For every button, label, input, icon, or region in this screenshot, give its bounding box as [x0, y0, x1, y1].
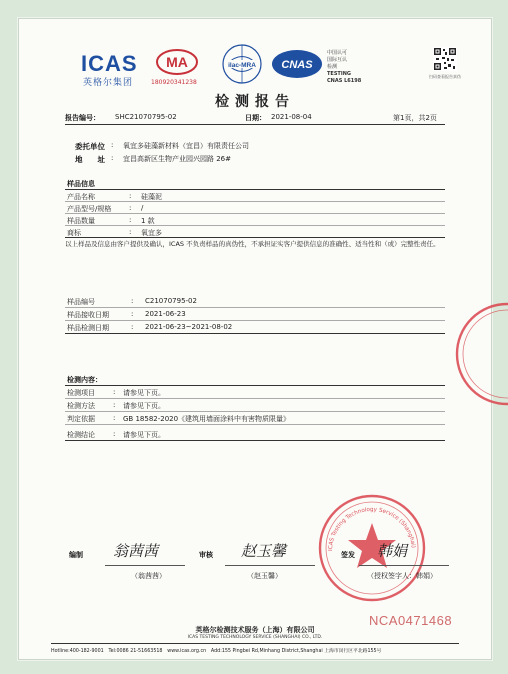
report-date-value: 2021-08-04	[271, 113, 312, 121]
approved-by-name: （授权签字人：韩娟）	[367, 572, 437, 580]
test-row-label: 检测结论	[67, 431, 95, 439]
address-value: 宜昌高新区生物产业园兴园路 26#	[123, 155, 231, 163]
test-row-label: 检测方法	[67, 402, 95, 410]
test-row-colon: :	[113, 414, 116, 422]
test-row-label: 检测项目	[67, 389, 95, 397]
footer-company-cn: 英格尔检测技术服务（上海）有限公司	[195, 626, 315, 634]
approved-signature: 韩娟	[377, 542, 408, 560]
client-value: 氧宜多硅藻新材料（宜昌）有限责任公司	[123, 142, 249, 150]
divider	[65, 440, 445, 441]
sample-info-value: 硅藻泥	[141, 193, 162, 201]
cma-logo	[155, 48, 199, 76]
prepared-by-name: （翁茜茜）	[131, 572, 166, 580]
disclaimer-text: 以上样品及信息由客户提供及确认，ICAS 不负责样品的真伪性，不承担证实客户提供信息的准确性、适当性和（或）完整性责任。	[65, 240, 440, 248]
icas-logo-subtitle: 英格尔集团	[83, 78, 134, 88]
sample-info-value: 氧宜多	[141, 229, 162, 237]
divider	[65, 320, 445, 321]
test-row-label: 判定依据	[67, 415, 95, 423]
divider	[65, 201, 445, 202]
sample-info-label: 商标	[67, 229, 81, 237]
document-serial-number: NCA0471468	[369, 613, 453, 628]
svg-text:CNAS: CNAS	[281, 59, 313, 71]
sample-date-colon: :	[131, 310, 134, 318]
sample-info-colon: :	[129, 228, 132, 236]
signature-line	[225, 565, 315, 566]
approved-by-label: 签发	[341, 551, 355, 559]
sample-date-label: 样品接收日期	[67, 311, 109, 319]
reviewed-by-label: 审核	[199, 551, 213, 559]
sample-info-label: 样品数量	[67, 217, 95, 225]
cnas-accreditation-text: 中国认可 国际互认 检测 TESTING CNAS L6198	[327, 50, 362, 84]
report-page	[18, 18, 492, 660]
sample-info-value: /	[141, 204, 144, 212]
footer-company-en: ICAS TESTING TECHNOLOGY SERVICE (SHANGHAI) CO., LTD.	[187, 635, 323, 640]
svg-text:MA: MA	[166, 54, 188, 70]
signature-line	[105, 565, 185, 566]
reviewed-signature: 赵玉馨	[241, 542, 287, 560]
test-row-colon: :	[113, 388, 116, 396]
company-seal	[317, 493, 427, 603]
divider	[65, 411, 445, 412]
divider	[65, 189, 445, 190]
prepared-signature: 翁茜茜	[113, 542, 159, 560]
divider	[65, 333, 445, 334]
sample-date-colon: :	[131, 297, 134, 305]
sample-date-colon: :	[131, 323, 134, 331]
divider	[65, 237, 445, 238]
client-label: 委托单位	[75, 142, 105, 151]
qr-code-icon[interactable]	[433, 47, 457, 71]
footer-divider	[51, 643, 459, 644]
divider	[65, 213, 445, 214]
sample-date-label: 样品检测日期	[67, 324, 109, 332]
sample-info-label: 产品型号/规格	[67, 205, 112, 213]
address-label: 地 址	[75, 155, 105, 164]
signature-line	[359, 565, 449, 566]
svg-text:ICAS Testing Technology Servic: ICAS Testing Technology Service (Shanghai)	[327, 506, 416, 552]
report-number-value: SHC21070795-02	[115, 113, 177, 121]
icas-logo: ICAS	[81, 51, 138, 76]
sample-info-colon: :	[129, 216, 132, 224]
sample-info-label: 产品名称	[67, 193, 95, 201]
prepared-by-label: 编制	[69, 551, 83, 559]
divider	[65, 124, 445, 125]
cnas-logo	[271, 49, 323, 79]
address-colon: :	[111, 154, 114, 162]
divider	[65, 424, 445, 425]
sample-date-label: 样品编号	[67, 298, 95, 306]
ilac-mra-logo	[221, 43, 263, 85]
footer-contacts: Hotline:400-182-9001 Tel:0086 21-51663518 www.icas.org.cn Add:155 Pingbei Rd,Minhang District,Shanghai 上海市闵行区平北路155号	[51, 649, 382, 654]
company-seal-right-edge	[451, 299, 508, 409]
test-row-value: 请参见下页。	[123, 431, 165, 439]
sample-info-heading: 样品信息	[67, 180, 95, 188]
test-row-colon: :	[113, 430, 116, 438]
client-colon: :	[111, 141, 114, 149]
divider	[65, 398, 445, 399]
page-indicator: 第1页，共2页	[393, 114, 437, 122]
divider	[65, 385, 445, 386]
test-content-heading: 检测内容：	[67, 376, 102, 384]
svg-text:ilac-MRA: ilac-MRA	[228, 62, 256, 69]
sample-info-colon: :	[129, 192, 132, 200]
report-date-label: 日期：	[245, 114, 266, 122]
test-row-value: 请参见下页。	[123, 389, 165, 397]
test-row-value: GB 18582-2020《建筑用墙面涂料中有害物质限量》	[123, 415, 291, 423]
divider	[65, 225, 445, 226]
sample-date-value: 2021-06-23~2021-08-02	[145, 323, 233, 331]
reviewed-by-name: （赵玉馨）	[247, 572, 282, 580]
sample-date-value: 2021-06-23	[145, 310, 186, 318]
test-row-colon: :	[113, 401, 116, 409]
report-number-label: 报告编号：	[65, 114, 100, 122]
sample-info-value: 1 款	[141, 217, 155, 225]
qr-caption: 扫码查看报告真伪	[429, 74, 461, 79]
divider	[65, 307, 445, 308]
sample-date-value: C21070795-02	[145, 297, 197, 305]
sample-info-colon: :	[129, 204, 132, 212]
cma-number: 180920341238	[151, 79, 197, 86]
test-row-value: 请参见下页。	[123, 402, 165, 410]
report-title: 检测报告	[215, 94, 295, 110]
